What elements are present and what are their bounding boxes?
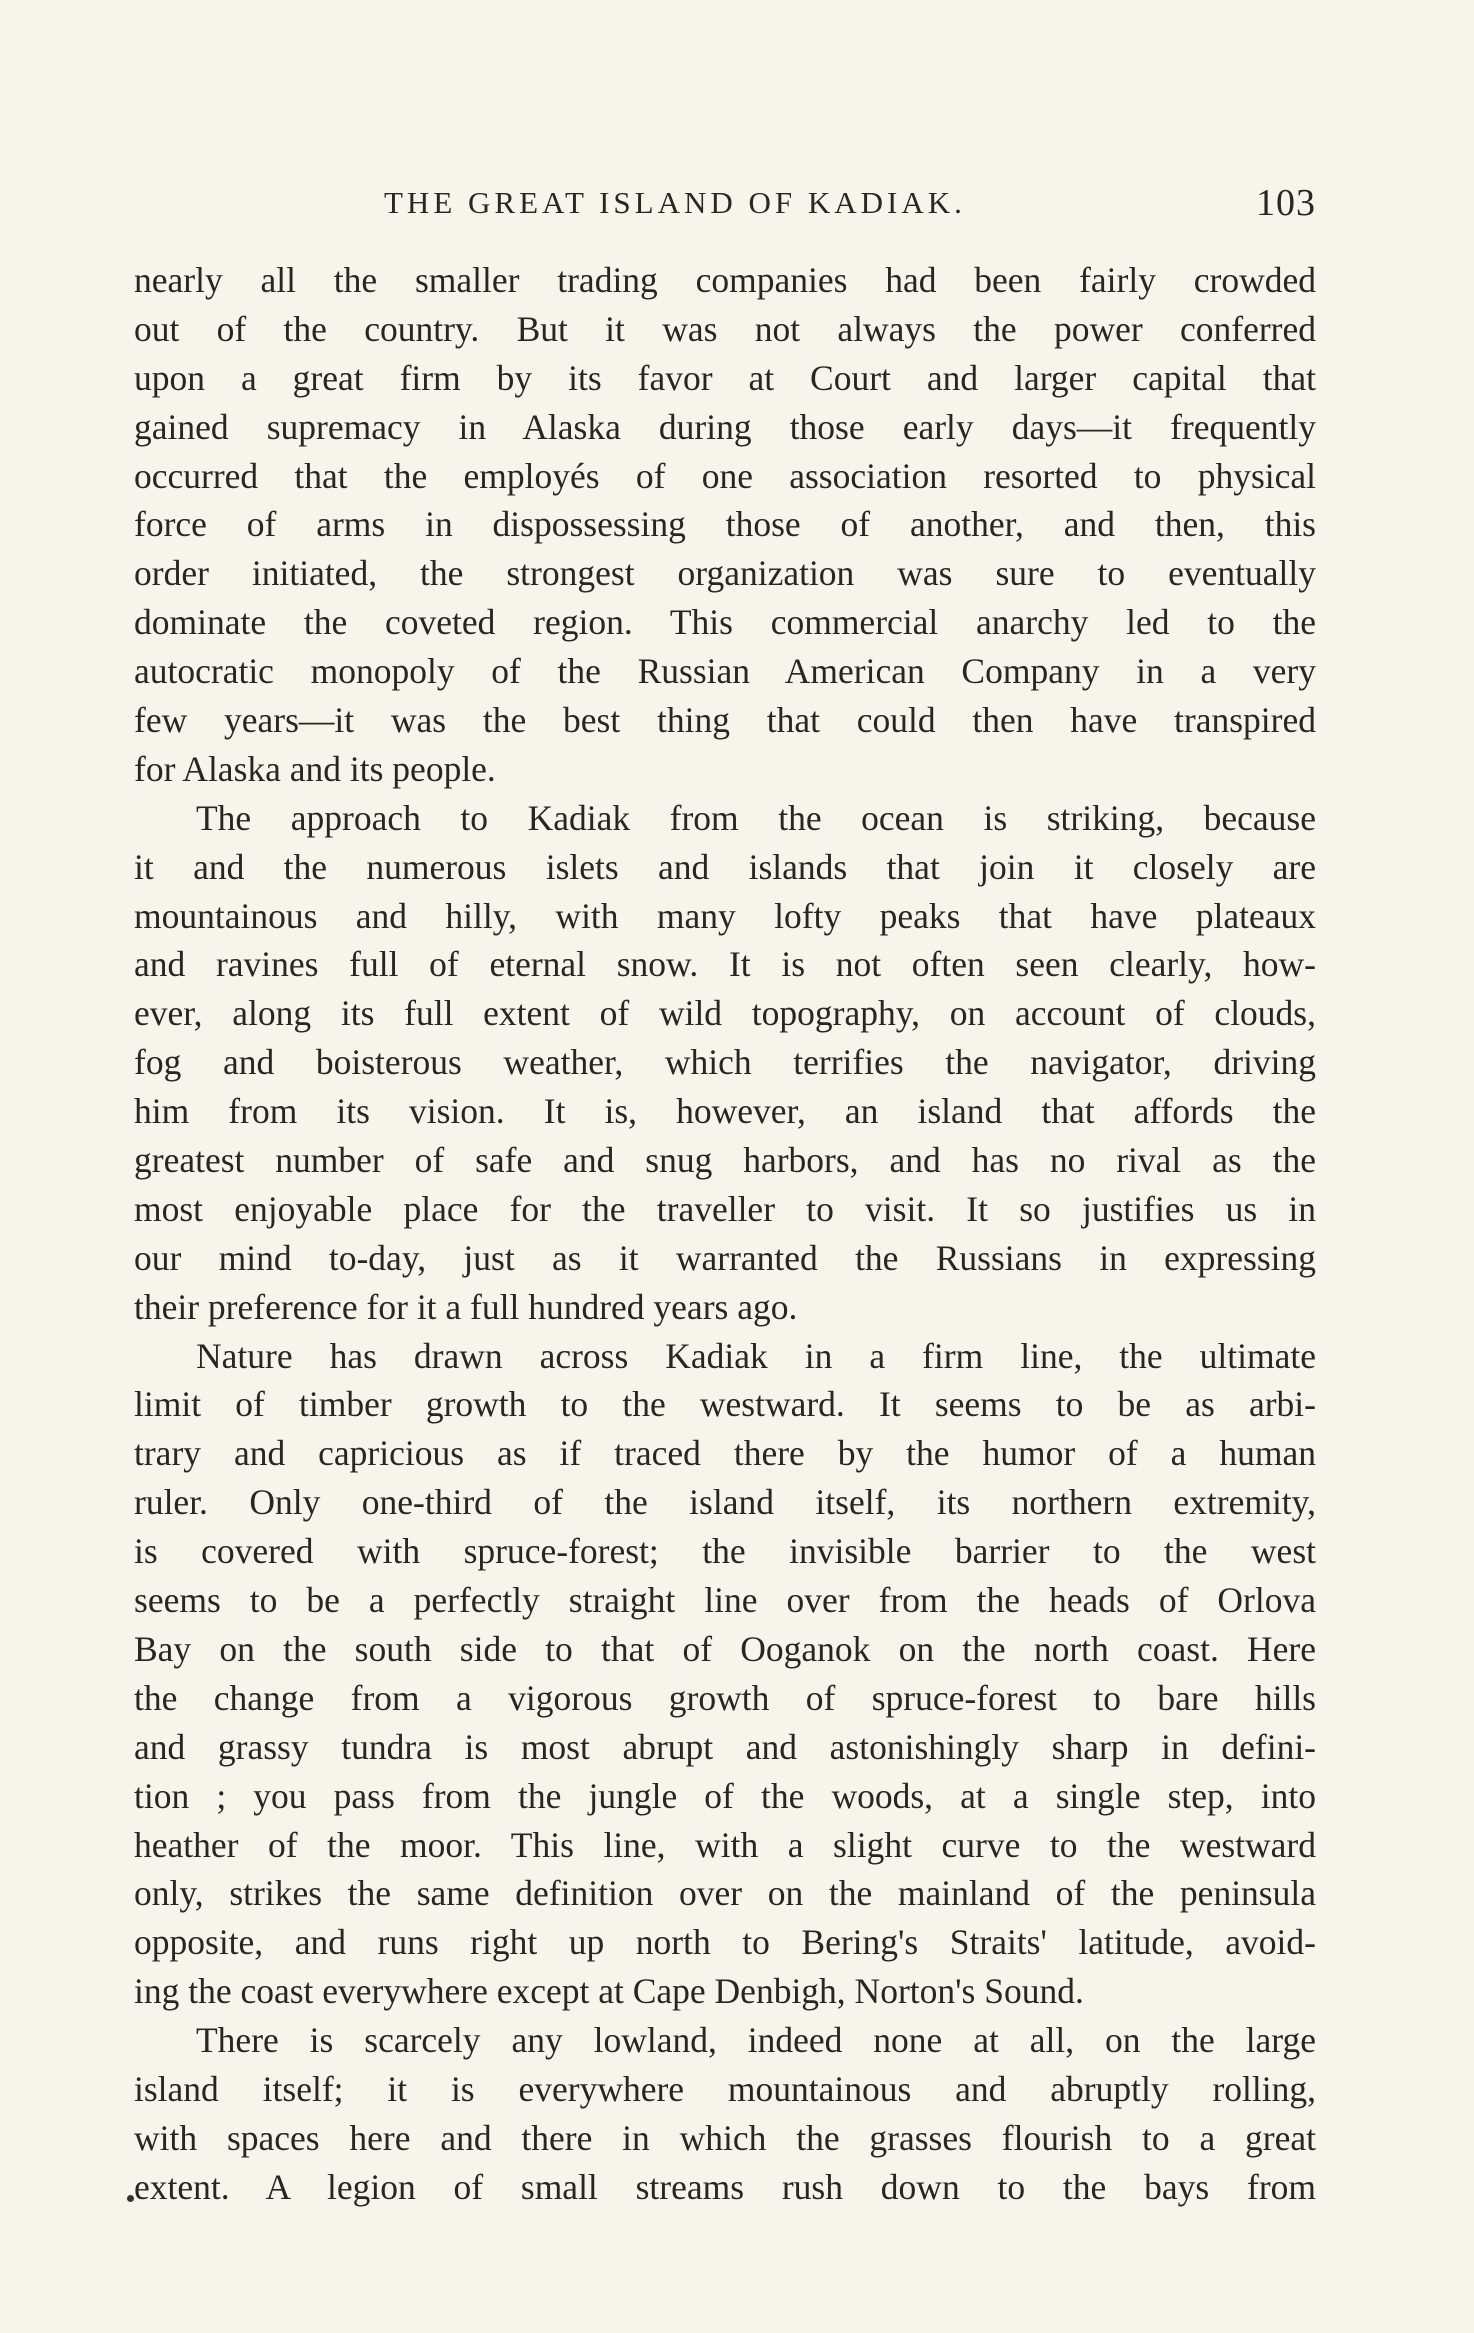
- text-line: for Alaska and its people.: [134, 748, 496, 789]
- text-line: force of arms in dispossessing those of another, and then, this: [134, 504, 1316, 545]
- text-line: Bay on the south side to that of Ooganok on the north coast. Here: [134, 1628, 1316, 1669]
- text-line: gained supremacy in Alaska during those early days—it frequently: [134, 406, 1316, 447]
- text-line: mountainous and hilly, with many lofty peaks that have plateaux: [134, 895, 1316, 936]
- text-line: trary and capricious as if traced there by the humor of a human: [134, 1433, 1316, 1474]
- text-line: with spaces here and there in which the grasses flourish to a great: [134, 2117, 1316, 2158]
- text-line: him from its vision. It is, however, an island that affords the: [134, 1091, 1316, 1132]
- text-line: island itself; it is everywhere mountainous and abruptly rolling,: [134, 2068, 1316, 2109]
- text-line: heather of the moor. This line, with a slight curve to the westward: [134, 1824, 1316, 1865]
- text-line: the change from a vigorous growth of spruce-forest to bare hills: [134, 1677, 1316, 1718]
- text-line: The approach to Kadiak from the ocean is striking, because: [196, 797, 1316, 838]
- text-line: greatest number of safe and snug harbors, and has no rival as the: [134, 1140, 1316, 1181]
- text-line: There is scarcely any lowland, indeed none at all, on the large: [196, 2020, 1316, 2061]
- text-line: upon a great firm by its favor at Court and larger capital that: [134, 357, 1316, 398]
- body-text: [134, 256, 1316, 2212]
- text-line: order initiated, the strongest organization was sure to eventually: [134, 553, 1316, 594]
- text-line: seems to be a perfectly straight line over from the heads of Orlova: [134, 1580, 1316, 1621]
- text-line: ruler. Only one-third of the island itself, its northern extremity,: [134, 1482, 1316, 1523]
- text-line: extent. A legion of small streams rush down to the bays from: [134, 2166, 1316, 2207]
- text-line: it and the numerous islets and islands that join it closely are: [134, 846, 1316, 887]
- text-line: tion ; you pass from the jungle of the woods, at a single step, into: [134, 1775, 1316, 1816]
- text-line: occurred that the employés of one association resorted to physical: [134, 455, 1316, 496]
- text-line: opposite, and runs right up north to Bering's Straits' latitude, avoid-: [134, 1922, 1316, 1963]
- text-line: is covered with spruce-forest; the invisible barrier to the west: [134, 1531, 1316, 1572]
- page-number: 103: [1256, 182, 1316, 224]
- text-line: Nature has drawn across Kadiak in a firm line, the ultimate: [196, 1335, 1316, 1376]
- text-line: autocratic monopoly of the Russian American Company in a very: [134, 651, 1316, 692]
- text-line: only, strikes the same definition over on the mainland of the peninsula: [134, 1873, 1316, 1914]
- text-line: fog and boisterous weather, which terrifies the navigator, driving: [134, 1042, 1316, 1083]
- text-line: limit of timber growth to the westward. It seems to be as arbi-: [134, 1384, 1316, 1425]
- text-line: most enjoyable place for the traveller to visit. It so justifies us in: [134, 1188, 1316, 1229]
- text-line: nearly all the smaller trading companies had been fairly crowded: [134, 260, 1316, 300]
- text-line: out of the country. But it was not always the power conferred: [134, 308, 1316, 349]
- running-title: THE GREAT ISLAND OF KADIAK.: [384, 185, 966, 220]
- text-line: dominate the coveted region. This commercial anarchy led to the: [134, 602, 1316, 643]
- text-line: and grassy tundra is most abrupt and astonishingly sharp in defini-: [134, 1726, 1316, 1767]
- text-line: our mind to-day, just as it warranted the Russians in expressing: [134, 1237, 1316, 1278]
- running-head: [134, 178, 1316, 228]
- text-line: ever, along its full extent of wild topography, on account of clouds,: [134, 993, 1316, 1034]
- text-line: and ravines full of eternal snow. It is not often seen clearly, how-: [134, 944, 1316, 985]
- text-line: few years—it was the best thing that could then have transpired: [134, 700, 1316, 741]
- text-line: ing the coast everywhere except at Cape Denbigh, Norton's Sound.: [134, 1971, 1084, 2012]
- text-line: their preference for it a full hundred years ago.: [134, 1286, 798, 1327]
- ink-speck: [127, 2195, 134, 2202]
